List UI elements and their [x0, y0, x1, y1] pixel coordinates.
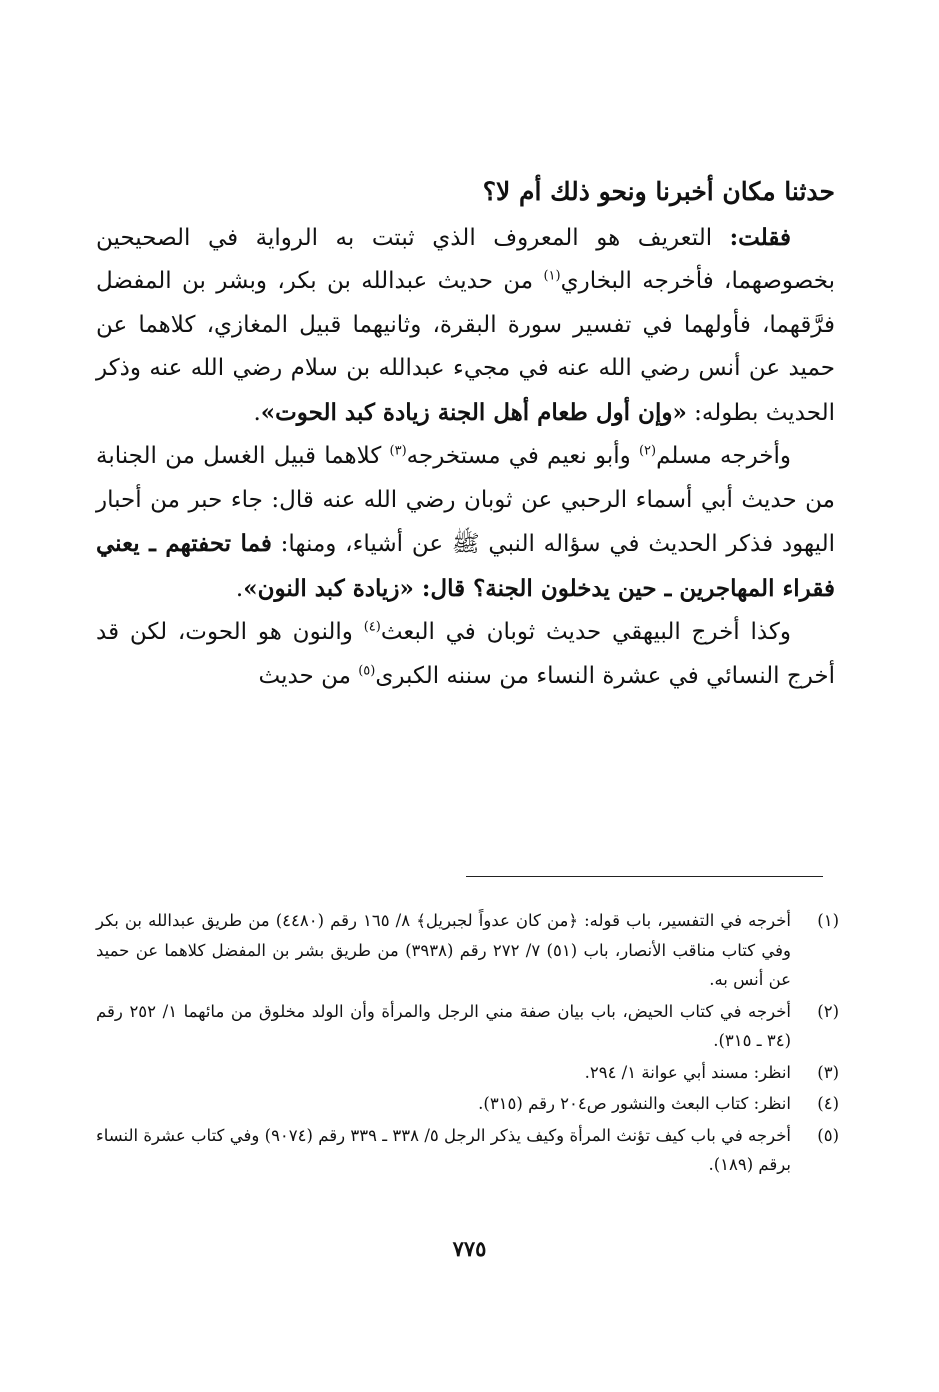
section-heading: حدثنا مكان أخبرنا ونحو ذلك أم لا؟ — [482, 177, 835, 206]
p2-text-1: وأخرجه مسلم — [656, 443, 791, 469]
p1-text-1: التعريف هو المعروف الذي ثبتت به الرواية في الصحيحين بخصوصهما، فأخرجه البخاري — [96, 224, 835, 294]
p2-bold: فما تحفتهم ـ يعني فقراء المهاجرين ـ حين يدخلون الجنة؟ قال: «زيادة كبد النون» — [96, 530, 835, 602]
footnotes — [96, 906, 839, 1182]
footnote-text: أخرجه في كتاب الحيض، باب بيان صفة مني الرجل والمرأة وأن الولد مخلوق من مائهما ١/ ٢٥٢ رقم (٣٤ ـ ٣١٥). — [96, 1001, 791, 1050]
paragraph-3 — [96, 611, 835, 698]
footnote-4 — [96, 1089, 839, 1119]
p1-text-2: من حديث عبدالله بن بكر، وبشر بن المفضل فرَّقهما، فأولهما في تفسير سورة البقرة، وثانيهما قبيل المغازي، كلاهما عن حميد عن أنس رضي الله عنه في مجيء عبدالله بن سلام رضي الله عنه وذكر الحديث بطوله: — [96, 268, 835, 426]
footnote-number: (١) — [817, 911, 839, 930]
footnote-ref-2: (٢) — [638, 443, 657, 459]
footnote-text: أخرجه في باب كيف تؤنث المرأة وكيف يذكر الرجل ٥/ ٣٣٨ ـ ٣٣٩ رقم (٩٠٧٤) وفي كتاب عشرة النساء برقم (١٨٩). — [96, 1125, 791, 1174]
footnote-3 — [96, 1058, 839, 1088]
footnote-text: أخرجه في التفسير، باب قوله: ﴿من كان عدواً لجبريل﴾ ٨/ ١٦٥ رقم (٤٤٨٠) من طريق عبدالله بن بكر وفي كتاب مناقب الأنصار، باب (٥١) ٧/ ٢٧٢ رقم (٣٩٣٨) من طريق بشر بن المفضل كلاهما عن حميد عن أنس به. — [96, 911, 792, 989]
footnote-separator — [466, 876, 823, 877]
p2-text-3: كلاهما قبيل الغسل من الجنابة من حديث أبي أسماء الرحبي عن ثوبان رضي الله عنه قال: جاء حبر من أحبار اليهود فذكر الحديث في سؤاله النبي ﷺ عن أشياء، ومنها: — [96, 443, 835, 557]
footnote-number: (٥) — [817, 1125, 839, 1145]
p1-end: . — [253, 399, 261, 426]
lead-word: فقلت: — [729, 223, 791, 251]
paragraph-1 — [96, 216, 835, 436]
main-text — [96, 170, 835, 698]
footnote-number: (٢) — [817, 1001, 839, 1021]
footnote-text: انظر: مسند أبي عوانة ١/ ٢٩٤. — [584, 1062, 791, 1082]
page-number: ٧٧٥ — [452, 1236, 487, 1261]
footnote-ref-5: (٥) — [358, 662, 376, 678]
footnote-number: (٤) — [817, 1094, 839, 1113]
p2-end: . — [235, 575, 244, 602]
p3-text-3: من حديث — [258, 662, 359, 689]
footnote-number: (٣) — [817, 1062, 839, 1082]
footnote-1 — [96, 906, 839, 995]
p2-text-2: وأبو نعيم في مستخرجه — [406, 443, 639, 469]
footnote-text: انظر: كتاب البعث والنشور ص٢٠٤ رقم (٣١٥). — [478, 1094, 791, 1113]
footnote-5 — [96, 1121, 839, 1180]
footnote-2 — [96, 997, 839, 1056]
p1-quote: «وإن أول طعام أهل الجنة زيادة كبد الحوت» — [260, 398, 687, 426]
footnote-ref-3: (٣) — [389, 443, 407, 459]
footnote-ref-4: (٤) — [363, 619, 381, 635]
p3-text-2: والنون هو الحوت، لكن قد أخرج النسائي في عشرة النساء من سننه الكبرى — [96, 619, 835, 689]
footnote-ref-1: (١) — [543, 268, 561, 284]
p3-text-1: وكذا أخرج البيهقي حديث ثوبان في البعث — [380, 619, 791, 645]
paragraph-2 — [96, 435, 835, 611]
